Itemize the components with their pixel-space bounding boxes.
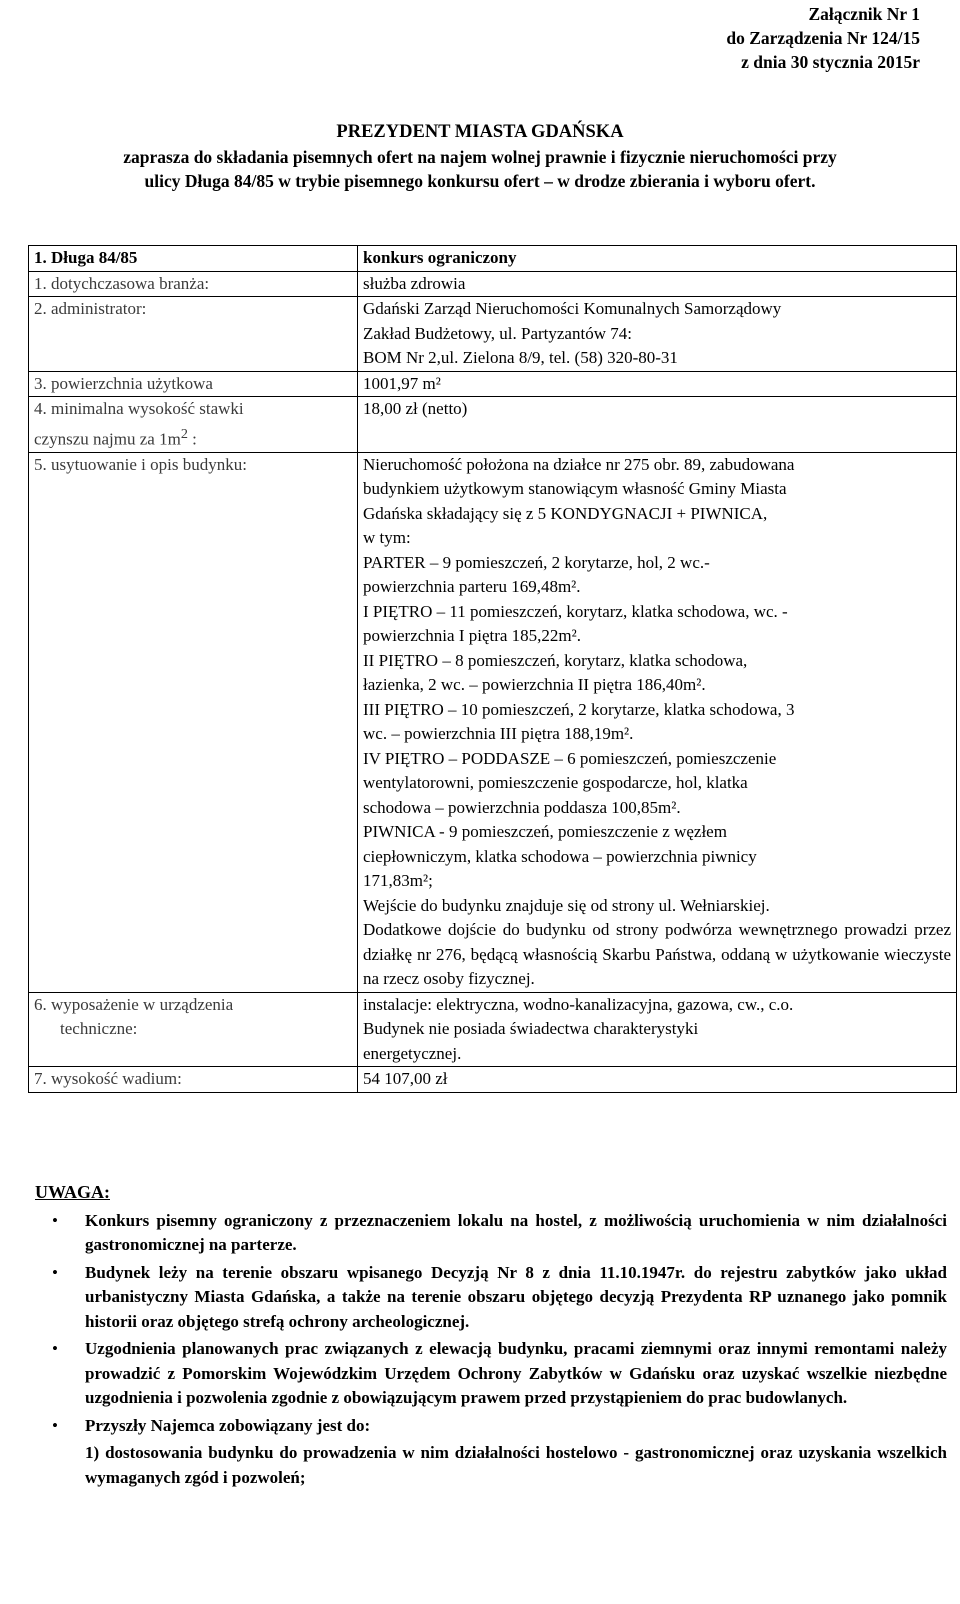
row-label: 7. wysokość wadium: <box>29 1067 358 1093</box>
description-line: powierzchnia I piętra 185,22m². <box>363 626 581 646</box>
description-line: Nieruchomość położona na działce nr 275 obr. 89, zabudowana <box>363 454 795 474</box>
description-line: PIWNICA - 9 pomieszczeń, pomieszczenie z węzłem <box>363 822 727 842</box>
equipment-line: Budynek nie posiada świadectwa charakterystyki <box>363 1019 699 1039</box>
rent-rate-label-line: 4. minimalna wysokość stawki <box>34 399 244 418</box>
description-line: IV PIĘTRO – PODDASZE – 6 pomieszczeń, pomieszczenie <box>363 748 777 768</box>
equipment-label-line: 6. wyposażenie w urządzenia <box>34 994 234 1014</box>
description-line: powierzchnia parteru 169,48m². <box>363 577 581 597</box>
document-title: PREZYDENT MIASTA GDAŃSKA <box>336 122 624 142</box>
annex-number: Załącznik Nr 1 <box>808 4 920 24</box>
obligation-item <box>85 1441 947 1490</box>
administrator-value <box>358 297 957 372</box>
list-item <box>35 1261 947 1335</box>
unit-superscript: 2 <box>180 425 188 442</box>
description-line: budynkiem użytkowym stanowiącym własność Gminy Miasta <box>363 479 787 499</box>
administrator-line: Gdański Zarząd Nieruchomości Komunalnych Samorządowy <box>363 299 782 318</box>
table-row <box>29 992 957 1067</box>
note-text: Przyszły Najemca zobowiązany jest do: <box>85 1415 371 1435</box>
row-label: 1. dotychczasowa branża: <box>29 271 358 297</box>
deposit-value: 54 107,00 zł <box>358 1067 957 1093</box>
description-line: schodowa – powierzchnia poddasza 100,85m². <box>363 797 681 817</box>
description-line: II PIĘTRO – 8 pomieszczeń, korytarz, klatka schodowa, <box>363 650 748 670</box>
administrator-line: Zakład Budżetowy, ul. Partyzantów 74: <box>363 323 632 343</box>
table-row <box>29 271 957 297</box>
description-line: ciepłowniczym, klatka schodowa – powierzchnia piwnicy <box>363 846 757 866</box>
administrator-line: BOM Nr 2,ul. Zielona 8/9, tel. (58) 320-80-31 <box>363 348 678 367</box>
note-text: Uzgodnienia planowanych prac związanych z elewacją budynku, pracami ziemnymi oraz innymi remontami należy prowadzić z Pomorskim Wojewódzkim Urzędem Ochrony Zabytków w Gdańsku oraz uzyskać wszelkie niezbędne uzgodnienia i pozwolenia zgodnie z obowiązującym prawem przed przystąpieniem do prac budowlanych. <box>85 1339 947 1407</box>
equipment-value <box>358 992 957 1067</box>
description-line: 171,83m²; <box>363 871 433 891</box>
list-item <box>35 1337 947 1411</box>
note-text: Konkurs pisemny ograniczony z przeznaczeniem lokalu na hostel, z możliwością uruchomienia w nim działalności gastronomicznej na parterze. <box>85 1210 947 1254</box>
row-value: 1001,97 m² <box>358 371 957 397</box>
property-table <box>28 245 957 1093</box>
annex-ordinance: do Zarządzenia Nr 124/15 <box>726 28 920 48</box>
row-value: 18,00 zł (netto) <box>358 397 957 453</box>
row-label: 5. usytuowanie i opis budynku: <box>29 452 358 992</box>
note-text: Budynek leży na terenie obszaru wpisanego Decyzją Nr 8 z dnia 11.10.1947r. do rejestru zabytków jako układ urbanistyczny Miasta Gdańska, a także na terenie obszaru objętego decyzją Prezydenta RP uznanego jako pomnik historii oraz objętego strefą ochrony archeologicznej. <box>85 1262 947 1331</box>
list-item <box>35 1209 947 1258</box>
obligation-number: 1) <box>85 1443 100 1462</box>
document-heading <box>0 120 960 194</box>
table-row <box>29 397 957 453</box>
table-row <box>29 297 957 372</box>
bullet-icon: • <box>52 1339 58 1358</box>
notes-section <box>35 1180 947 1493</box>
equipment-line: energetycznej. <box>363 1043 462 1063</box>
bullet-icon: • <box>52 1210 58 1230</box>
description-line: wentylatorowni, pomieszczenie gospodarcze, hol, klatka <box>363 773 748 793</box>
table-row <box>29 1067 957 1093</box>
description-line: I PIĘTRO – 11 pomieszczeń, korytarz, klatka schodowa, wc. - <box>363 601 788 621</box>
row-label: 2. administrator: <box>29 297 358 372</box>
annex-date: z dnia 30 stycznia 2015r <box>741 52 920 72</box>
rent-rate-label-line: czynszu najmu za 1m <box>34 429 181 449</box>
description-line: Wejście do budynku znajduje się od strony ul. Wełniarskiej. <box>363 895 770 915</box>
property-header-row <box>29 246 957 272</box>
rent-rate-label-end: : <box>187 429 197 449</box>
notes-title: UWAGA: <box>35 1182 110 1202</box>
description-line: Gdańska składający się z 5 KONDYGNACJI + PIWNICA, <box>363 503 768 523</box>
notes-list <box>35 1209 947 1491</box>
document-intro-line-2: ulicy Długa 84/85 w trybie pisemnego konkursu ofert – w drodze zbierania i wyboru ofert. <box>144 171 816 191</box>
rent-rate-label <box>29 397 358 453</box>
equipment-line: instalacje: elektryczna, wodno-kanalizacyjna, gazowa, cw., c.o. <box>363 994 794 1014</box>
contest-type: konkurs ograniczony <box>358 246 957 272</box>
bullet-icon: • <box>52 1415 58 1435</box>
description-line: łazienka, 2 wc. – powierzchnia II piętra 186,40m². <box>363 675 706 695</box>
table-row <box>29 371 957 397</box>
equipment-label <box>29 992 358 1067</box>
description-line: wc. – powierzchnia III piętra 188,19m². <box>363 724 634 744</box>
table-row <box>29 452 957 992</box>
description-line: III PIĘTRO – 10 pomieszczeń, 2 korytarze, klatka schodowa, 3 <box>363 699 795 719</box>
description-line: w tym: <box>363 528 411 548</box>
additional-access-paragraph: Dodatkowe dojście do budynku od strony podwórza wewnętrznego prowadzi przez działkę nr 276, będącą własnością Skarbu Państwa, oddaną w użytkowanie wieczyste na rzecz osoby fizycznej. <box>363 920 951 989</box>
property-address: 1. Długa 84/85 <box>29 246 358 272</box>
list-item <box>35 1414 947 1491</box>
bullet-icon: • <box>52 1262 58 1282</box>
building-description <box>358 452 957 992</box>
equipment-label-line: techniczne: <box>60 1019 138 1039</box>
annex-header <box>726 2 920 74</box>
description-line: PARTER – 9 pomieszczeń, 2 korytarze, hol, 2 wc.- <box>363 552 710 572</box>
row-value: służba zdrowia <box>358 271 957 297</box>
row-label: 3. powierzchnia użytkowa <box>29 371 358 397</box>
obligation-text: dostosowania budynku do prowadzenia w nim działalności hostelowo - gastronomicznej oraz uzyskania wszelkich wymaganych zgód i pozwoleń; <box>85 1443 947 1487</box>
document-intro-line-1: zaprasza do składania pisemnych ofert na najem wolnej prawnie i fizycznie nieruchomości przy <box>123 146 837 167</box>
